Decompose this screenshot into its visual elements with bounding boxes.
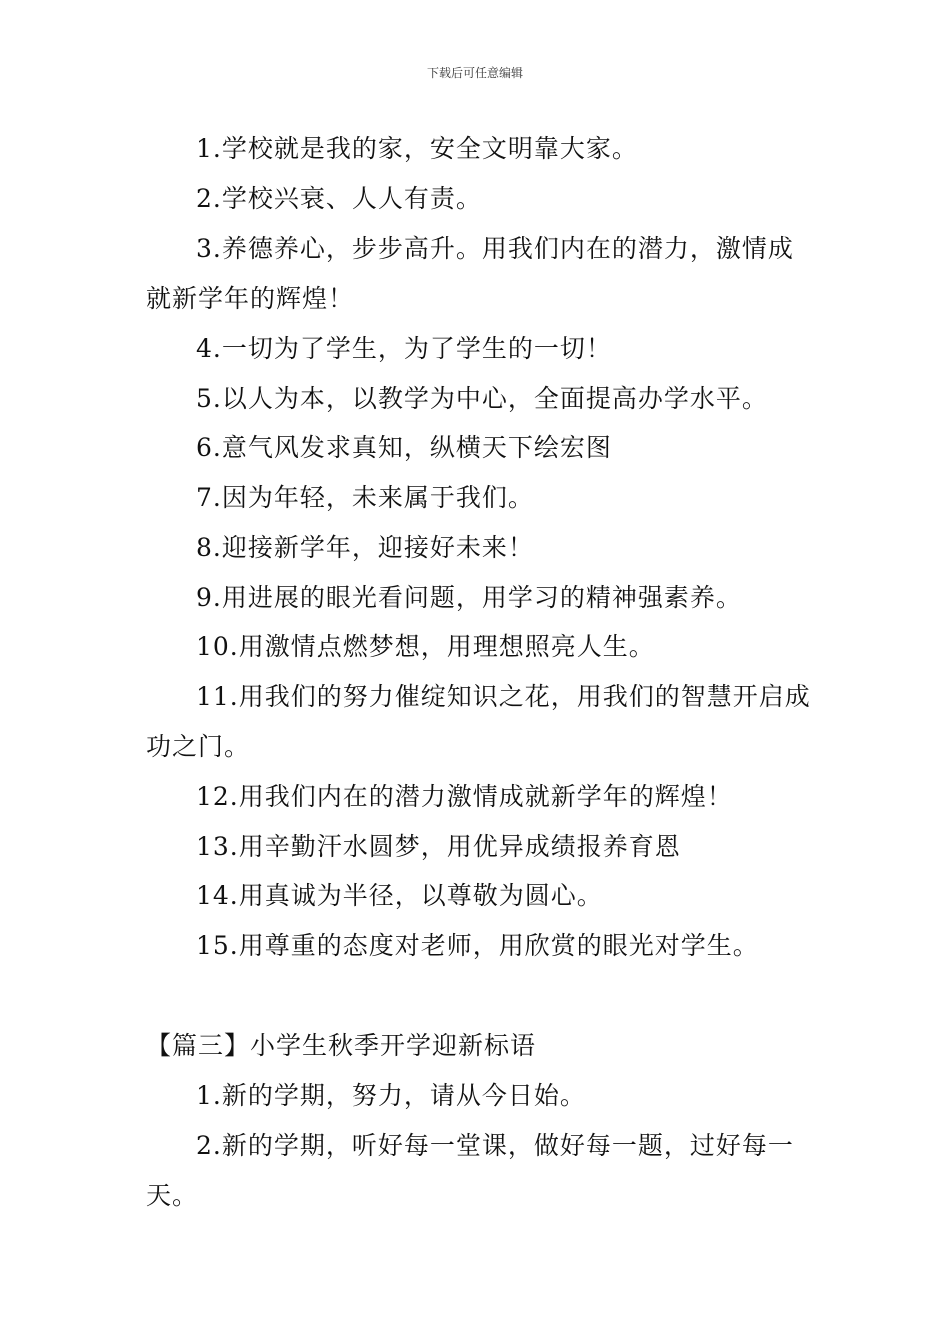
page-header: 下载后可任意编辑 bbox=[426, 66, 523, 80]
slogan-line: 2.新的学期，听好每一堂课，做好每一题，过好每一 bbox=[196, 1131, 794, 1160]
slogan-line: 7.因为年轻，未来属于我们。 bbox=[196, 483, 534, 512]
slogan-line: 1.新的学期，努力，请从今日始。 bbox=[196, 1081, 586, 1110]
slogan-line: 9.用进展的眼光看问题，用学习的精神强素养。 bbox=[196, 583, 742, 612]
slogan-line-continuation: 功之门。 bbox=[146, 732, 251, 761]
slogan-line: 6.意气风发求真知，纵横天下绘宏图 bbox=[196, 433, 612, 462]
slogan-line-continuation: 就新学年的辉煌！ bbox=[146, 284, 355, 313]
slogan-line: 4.一切为了学生，为了学生的一切！ bbox=[196, 334, 612, 363]
slogan-line: 5.以人为本，以教学为中心，全面提高办学水平。 bbox=[196, 384, 768, 413]
slogan-line: 2.学校兴衰、人人有责。 bbox=[196, 184, 482, 213]
slogan-line-continuation: 天。 bbox=[146, 1181, 199, 1210]
slogan-line: 15.用尊重的态度对老师，用欣赏的眼光对学生。 bbox=[196, 931, 759, 960]
slogan-line: 11.用我们的努力催绽知识之花，用我们的智慧开启成 bbox=[196, 682, 811, 711]
section-heading: 【篇三】小学生秋季开学迎新标语 bbox=[146, 1031, 537, 1060]
slogan-line: 13.用辛勤汗水圆梦，用优异成绩报养育恩 bbox=[196, 832, 681, 861]
slogan-line: 10.用激情点燃梦想，用理想照亮人生。 bbox=[196, 632, 655, 661]
slogan-line: 1.学校就是我的家，安全文明靠大家。 bbox=[196, 134, 638, 163]
slogan-line: 3.养德养心，步步高升。用我们内在的潜力，激情成 bbox=[196, 234, 794, 263]
slogan-line: 14.用真诚为半径，以尊敬为圆心。 bbox=[196, 881, 603, 910]
slogan-line: 12.用我们内在的潜力激情成就新学年的辉煌！ bbox=[196, 782, 733, 811]
slogan-line: 8.迎接新学年，迎接好未来！ bbox=[196, 533, 534, 562]
